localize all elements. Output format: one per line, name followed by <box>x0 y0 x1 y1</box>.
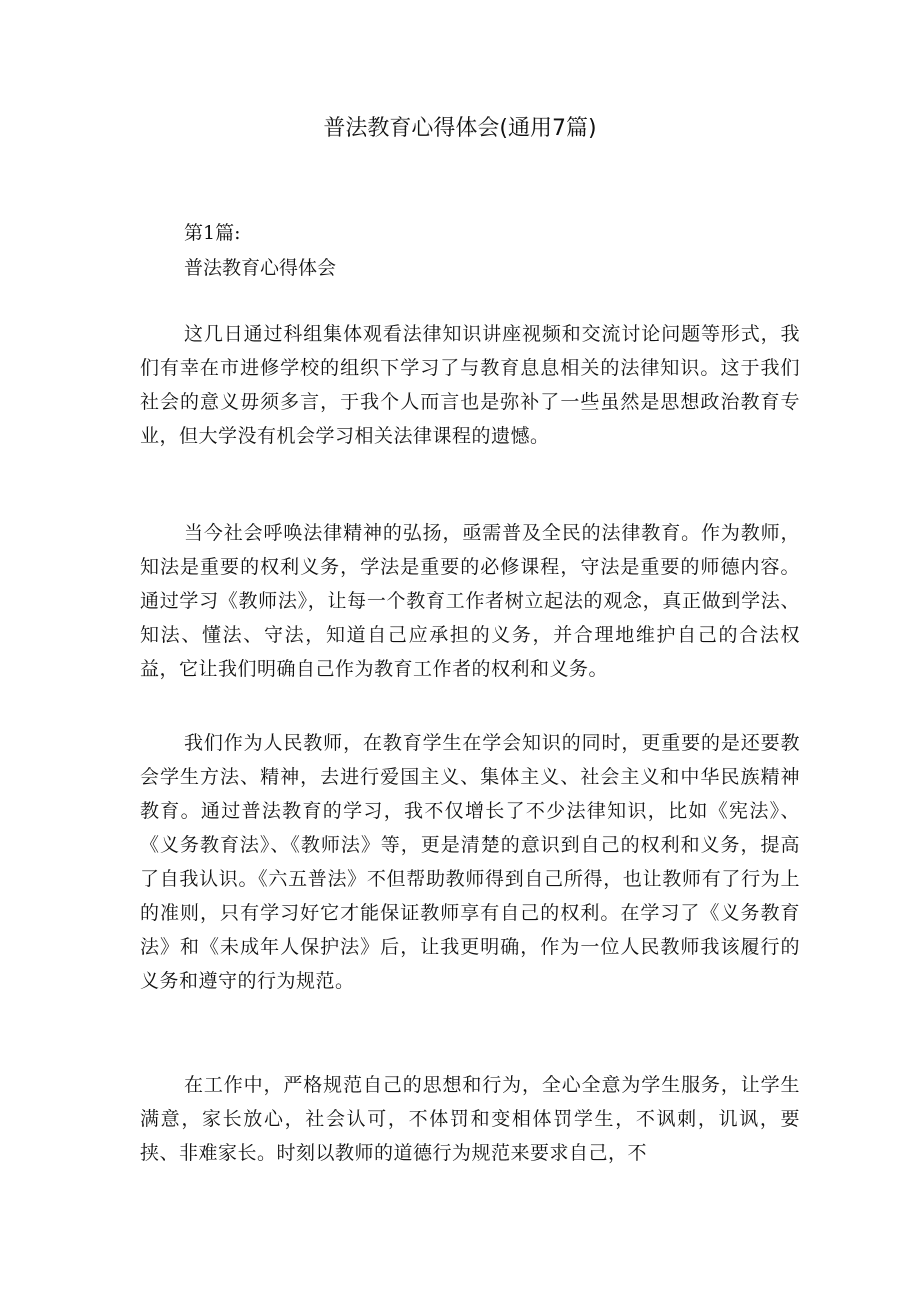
paragraph: 当今社会呼唤法律精神的弘扬，亟需普及全民的法律教育。作为教师，知法是重要的权利义务，学法是重要的必修课程，守法是重要的师德内容。通过学习《教师法》，让每一个教育工作者树立起法的观念，真正做到学法、知法、懂法、守法，知道自己应承担的义务，并合理地维护自己的合法权益，它让我们明确自己作为教育工作者的权利和义务。 <box>140 522 800 680</box>
paragraph: 这几日通过科组集体观看法律知识讲座视频和交流讨论问题等形式，我们有幸在市进修学校的组织下学习了与教育息息相关的法律知识。这于我们社会的意义毋须多言，于我个人而言也是弥补了一些虽然是思想政治教育专业，但大学没有机会学习相关法律课程的遗憾。 <box>140 323 800 447</box>
section-label: 第1篇: <box>184 222 241 244</box>
document-title: 普法教育心得体会(通用7篇) <box>323 116 597 141</box>
section-title: 普法教育心得体会 <box>184 257 337 279</box>
paragraph: 我们作为人民教师，在教育学生在学会知识的同时，更重要的是还要教会学生方法、精神，去进行爱国主义、集体主义、社会主义和中华民族精神教育。通过普法教育的学习，我不仅增长了不少法律知识，比如《宪法》、《义务教育法》、《教师法》等，更是清楚的意识到自己的权利和义务，提高了自我认识。《六五普法》不但帮助教师得到自己所得，也让教师有了行为上的准则，只有学习好它才能保证教师享有自己的权利。在学习了《义务教育法》和《未成年人保护法》后，让我更明确，作为一位人民教师我该履行的义务和遵守的行为规范。 <box>140 732 800 992</box>
paragraph: 在工作中，严格规范自己的思想和行为，全心全意为学生服务，让学生满意，家长放心，社会认可，不体罚和变相体罚学生，不讽刺，讥讽，要挟、非难家长。时刻以教师的道德行为规范来要求自己，不 <box>140 1074 800 1164</box>
